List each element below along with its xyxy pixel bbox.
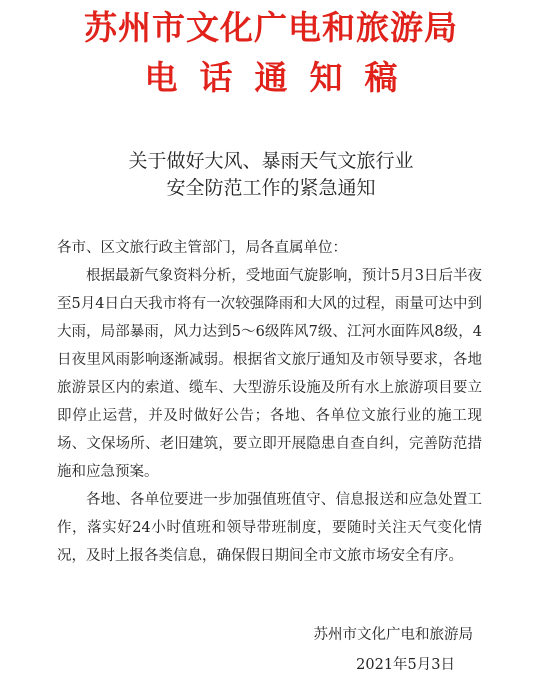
document-type: 电话通知稿 [144,58,420,97]
signature-block [314,620,474,680]
issuing-organization: 苏州市文化广电和旅游局 [84,8,458,47]
body-paragraph-1: 根据最新气象资料分析，受地面气旋影响，预计5月3日后半夜至5月4日白天我市将有一次较强降雨和大风的过程，雨量可达中到大雨，局部暴雨，风力达到5～6级阵风7级、江河水面阵风8级，4日夜里风雨影响逐渐减弱。根据省文旅厅通知及市领导要求，各地旅游景区内的索道、缆车、大型游乐设施及所有水上旅游项目要立即停止运营，并及时做好公告；各地、各单位文旅行业的施工现场、文保场所、老旧建筑，要立即开展隐患自查自纠，完善防范措施和应急预案。 [57,268,482,480]
signature-date: 2021年5月3日 [356,657,455,673]
title-line-2: 安全防范工作的紧急通知 [166,177,376,199]
notice-title [0,148,542,202]
body-paragraph-2: 各地、各单位要进一步加强值班值守、信息报送和应急处置工作，落实好24小时值班和领导带班制度，要随时关注天气变化情况，及时上报各类信息，确保假日期间全市文旅市场安全有序。 [57,492,482,564]
notice-body [57,234,482,570]
title-line-1: 关于做好大风、暴雨天气文旅行业 [128,150,414,172]
salutation: 各市、区文旅行政主管部门，局各直属单位： [57,240,347,256]
signature-organization: 苏州市文化广电和旅游局 [313,627,473,643]
